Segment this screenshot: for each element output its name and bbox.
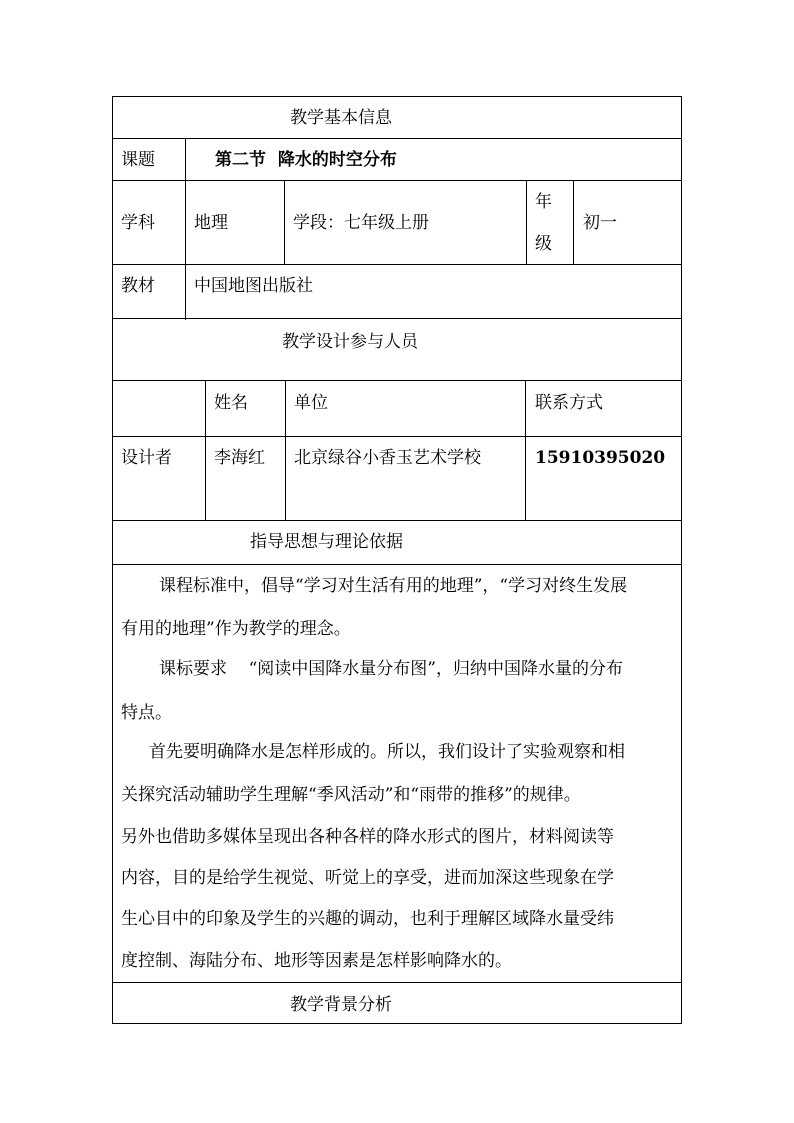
topic-label: 课题 <box>121 150 155 170</box>
subject-label: 学科 <box>121 213 155 233</box>
paragraph-line: 另外也借助多媒体呈现出各种各样的降水形式的图片，材料阅读等 <box>121 827 614 847</box>
grade-label-line-2: 级 <box>535 234 552 254</box>
paragraph-line: 度控制、海陆分布、地形等因素是怎样影响降水的。 <box>121 951 512 971</box>
paragraph-line: 课标要求 “阅读中国降水量分布图”，归纳中国降水量的分布 <box>159 659 623 679</box>
textbook-value: 中国地图出版社 <box>194 276 313 296</box>
paragraph-line: 关探究活动辅助学生理解“季风活动”和“雨带的推移”的规律。 <box>121 785 581 805</box>
col-divider <box>185 138 186 320</box>
col-divider <box>284 180 285 264</box>
table-border-right <box>681 96 682 1024</box>
table-border-left <box>112 96 113 1024</box>
section-header-guiding: 指导思想与理论依据 <box>250 532 403 552</box>
column-header-contact: 联系方式 <box>535 393 603 413</box>
stage-value: 学段：七年级上册 <box>293 213 429 233</box>
col-divider <box>205 380 206 520</box>
paragraph-line: 课程标准中，倡导“学习对生活有用的地理”，“学习对终生发展 <box>159 576 628 596</box>
topic-value: 第二节 降水的时空分布 <box>215 150 397 170</box>
textbook-label: 教材 <box>121 276 155 296</box>
row-divider <box>112 380 682 381</box>
grade-label-line-1: 年 <box>535 192 552 212</box>
col-divider <box>526 180 527 264</box>
col-divider <box>573 180 574 264</box>
column-header-name: 姓名 <box>214 393 248 413</box>
designer-label: 设计者 <box>121 448 172 468</box>
paragraph-line: 生心目中的印象及学生的兴趣的调动，也利于理解区域降水量受纬 <box>121 909 614 929</box>
subject-value: 地理 <box>194 213 228 233</box>
row-divider <box>112 564 682 565</box>
paragraph-line: 内容，目的是给学生视觉、听觉上的享受，进而加深这些现象在学 <box>121 868 614 888</box>
designer-name: 李海红 <box>214 448 265 468</box>
paragraph-line: 有用的地理”作为教学的理念。 <box>121 619 351 639</box>
designer-phone: 15910395020 <box>535 448 666 468</box>
paragraph-line: 首先要明确降水是怎样形成的。所以，我们设计了实验观察和相 <box>149 742 625 762</box>
column-header-unit: 单位 <box>294 393 328 413</box>
col-divider <box>285 380 286 520</box>
row-divider <box>112 520 682 521</box>
row-divider <box>112 138 682 139</box>
col-divider <box>525 380 526 520</box>
section-header-participants: 教学设计参与人员 <box>282 332 418 352</box>
row-divider <box>112 180 682 181</box>
section-header-background: 教学背景分析 <box>290 995 392 1015</box>
grade-value: 初一 <box>583 213 617 233</box>
table-border-bottom <box>112 1023 682 1024</box>
row-divider <box>112 318 682 319</box>
section-header-basic-info: 教学基本信息 <box>290 108 392 128</box>
paragraph-line: 特点。 <box>121 703 172 723</box>
row-divider <box>112 436 682 437</box>
row-divider <box>112 982 682 983</box>
table-border-top <box>112 96 682 97</box>
designer-unit: 北京绿谷小香玉艺术学校 <box>294 448 481 468</box>
row-divider <box>112 264 682 265</box>
